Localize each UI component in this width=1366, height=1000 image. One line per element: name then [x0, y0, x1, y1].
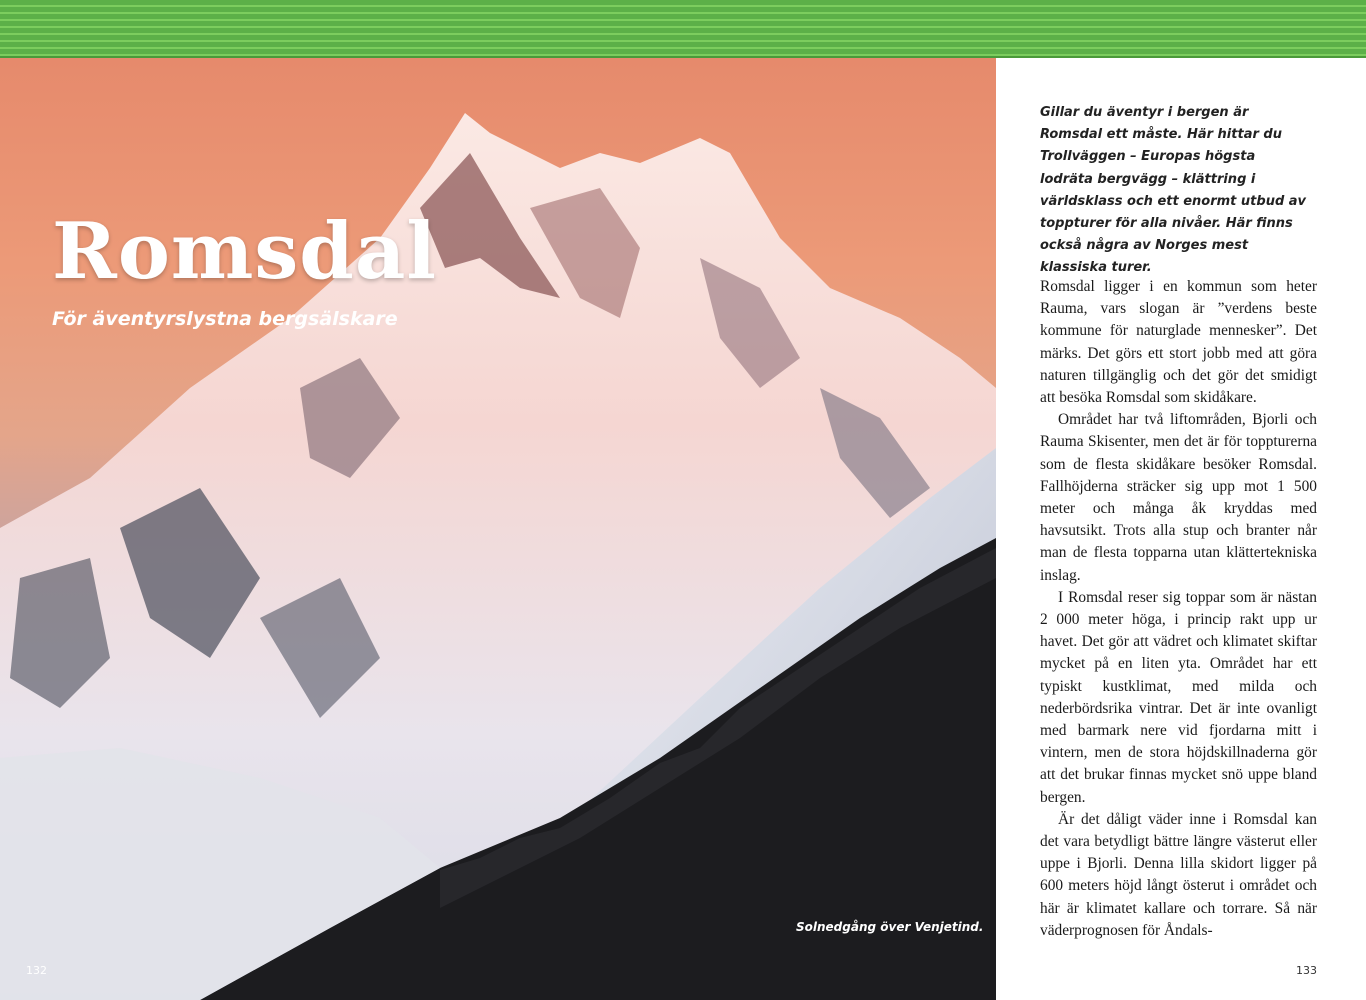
page-number-right: 133 — [1296, 964, 1317, 977]
body-paragraph: I Romsdal reser sig toppar som är nästan 2 000 meter höga, i princip rakt upp ur havet. Det gör att vädret och klimatet skiftar mycket på en liten yta. Området har ett typiskt kustklimat, med milda och nederbördsrika vintrar. Det är inte ovanligt med barmark nere vid fjordarna mitt i vintern, men de stora höjdskillnaderna gör att det brukar finnas mycket snö uppe bland bergen. — [1040, 588, 1317, 806]
body-text — [1040, 276, 1317, 942]
text-page — [996, 58, 1366, 1000]
page-title: Romsdal — [52, 206, 438, 297]
body-paragraph: Är det dåligt väder inne i Romsdal kan det vara betydligt bättre längre västerut eller uppe i Bjorli. Denna lilla skidort ligger på 600 meters höjd långt österut i området och här är klimatet kallare och torrare. Så när väderprognosen för Åndals- — [1040, 810, 1317, 939]
intro-paragraph: Gillar du äventyr i bergen är Romsdal ett måste. Här hittar du Trollväggen – Europas högsta lodräta bergvägg – klättring i världsklass och ett enormt utbud av toppturer för alla nivåer. Här finns också några av Norges mest klassiska turer. — [1040, 105, 1307, 276]
green-stripe-band — [0, 0, 1366, 58]
page-subtitle: För äventyrslystna bergsälskare — [52, 308, 398, 330]
photo-caption: Solnedgång över Venjetind. — [796, 920, 984, 934]
body-paragraph: Romsdal ligger i en kommun som heter Rauma, vars slogan är ”verdens beste kommune för naturglade mennesker”. Det märks. Det görs ett stort jobb med att göra naturen tillgänglig och det gör det smidigt att besöka Romsdal som skidåkare. — [1040, 278, 1317, 407]
mountain-illustration — [0, 58, 996, 1000]
mountain-photo — [0, 58, 996, 1000]
body-paragraph: Området har två liftområden, Bjorli och Rauma Skisenter, men det är för toppturerna som de flesta skidåkare besöker Romsdal. Fallhöjderna sträcker sig upp mot 1 500 meter och många åk kryddas med havsutsikt. Trots alla stup och branter når man de flesta topparna utan klättertekniska inslag. — [1040, 411, 1317, 584]
page-number-left: 132 — [26, 964, 47, 977]
